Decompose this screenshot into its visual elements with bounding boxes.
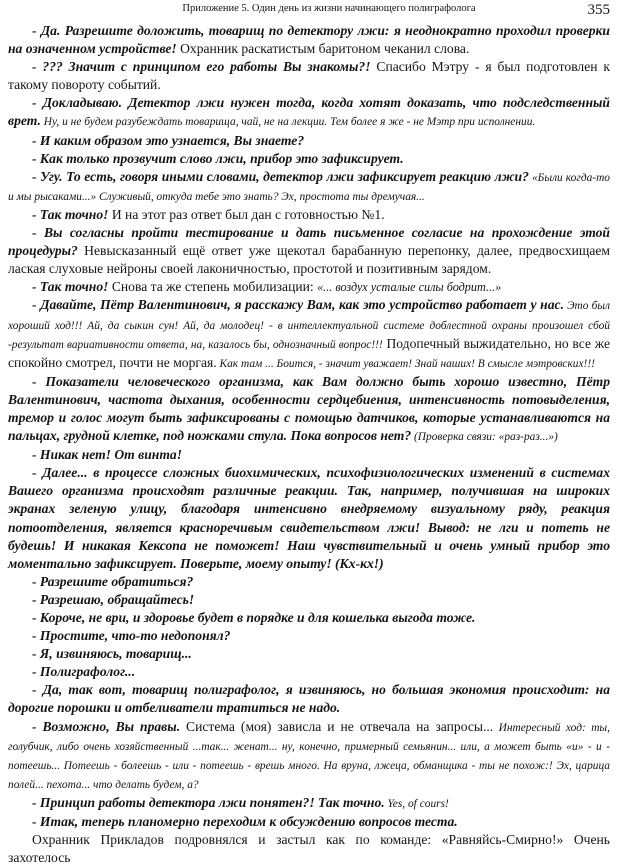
paragraph xyxy=(8,645,610,663)
bold-speech: - Так точно! xyxy=(32,279,109,295)
narration-text: И на этот раз ответ был дан с готовностью №1. xyxy=(108,206,385,222)
bold-speech: - Докладываю. Детектор лжи нужен тогда, когда хотят доказать, что подследственный врет. xyxy=(8,95,610,129)
paragraph xyxy=(8,373,610,446)
paragraph xyxy=(8,22,610,58)
bold-speech: - Да, так вот, товарищ полиграфолог, я извиняюсь, но большая экономия происходит: на дорогие порошки и отбеливатели тратиться не надо. xyxy=(8,682,610,716)
bold-speech: - Показатели человеческого организма, как Вам должно быть хорошо известно, Пётр Валентинович, частота дыхания, особенности сердцебиения, интенсивность потовыделения, тремор и голос могут быть зафиксированы с помощью датчиков, которые устанавливаются на пальцах, грудной клетке, под ножками стула. Пока вопросов нет? xyxy=(8,373,610,444)
paragraph xyxy=(8,663,610,681)
bold-speech: - Как только прозвучит слово лжи, прибор это зафиксирует. xyxy=(32,150,404,166)
paragraph xyxy=(8,794,610,813)
bold-speech: - Далее... в процессе сложных биохимических, психофизиологических изменений в системах Вашего организма происходят различные реакции. Так, например, получившая на широких экранах зеленую улицу, благодаря интенсивно внедряемому визуальному ряду, реакция потоотделения, является красноречивым свидетельством лжи! Вывод: не лги и потеть не будешь! И никакая Кексопа не поможет! Наш чувствительный и очень умный прибор это моментально зафиксирует. Поверьте, моему опыту! (Кх-кх!) xyxy=(8,465,610,571)
italic-aside: Интересный ход: ты, голубчик, либо очень хозяйственный ...так... женат... ну, конечно, примерный семьянин... или, а может быть «и» - и - потеешь... Потеешь - болеешь - или - потеешь - врешь много. На вруна, лжеца, обманщика - ты не похож:! Эх, царица полей... пехота... что делать будем, а? xyxy=(8,721,610,791)
paragraph xyxy=(8,718,610,794)
bold-speech: - Принцип работы детектора лжи понятен?! Так точно. xyxy=(32,794,385,810)
running-header xyxy=(8,2,610,20)
paragraph xyxy=(8,681,610,717)
bold-speech: - Давайте, Пётр Валентинович, я расскажу Вам, как это устройство работает у нас. xyxy=(32,297,564,313)
page-number: 355 xyxy=(587,2,610,18)
paragraph xyxy=(8,591,610,609)
paragraph xyxy=(8,296,610,372)
bold-speech: - И каким образом это узнается, Вы знаете? xyxy=(32,132,305,148)
bold-speech: - ??? Значит с принципом его работы Вы знакомы?! xyxy=(32,59,371,75)
bold-speech: - Итак, теперь планомерно переходим к обсуждению вопросов теста. xyxy=(32,814,458,830)
bold-speech: - Возможно, Вы правы. xyxy=(32,718,181,734)
narration-text: Невысказанный ещё ответ уже щекотал барабанную перепонку, далее, предвосхищаем лаская слуховые нейроны своей лаконичностью, простотой и позитивным зарядом. xyxy=(8,243,610,277)
bold-speech: - Да. Разрешите доложить, товарищ по детектору лжи: я неоднократно проходил проверки на означенном устройстве! xyxy=(8,23,610,57)
italic-aside: Yes, of cours! xyxy=(384,797,449,810)
narration-text: Спасибо Мэтру - я был подготовлен к такому повороту событий. xyxy=(8,59,611,93)
bold-speech: - Короче, не ври, и здоровье будет в порядке и для кошелька выгода тоже. xyxy=(32,610,476,625)
chapter-title: Приложение 5. Один день из жизни начинающего полиграфолога xyxy=(182,3,476,14)
bold-speech: - Разрешите обратиться? xyxy=(32,573,194,589)
paragraph xyxy=(8,278,610,296)
narration-text: Охранник раскатистым баритоном чеканил слова. xyxy=(176,41,470,57)
paragraph xyxy=(8,206,610,224)
narration-text: Снова та же степень мобилизации: xyxy=(108,279,318,295)
bold-speech: - Никак нет! От винта! xyxy=(32,447,182,463)
dialogue-text xyxy=(8,22,610,867)
bold-speech: - Полиграфолог... xyxy=(32,664,136,680)
paragraph xyxy=(8,609,610,627)
paragraph xyxy=(8,132,610,150)
narration-text: Подопечный выжидательно, но все же спокойно смотрел, почти не моргая. xyxy=(8,335,610,370)
paragraph xyxy=(8,168,610,206)
bold-speech: - Вы согласны пройти тестирование и дать письменное согласие на прохождение этой процедуры? xyxy=(8,225,610,259)
italic-aside: (Проверка связи: «раз-раз...») xyxy=(411,431,558,444)
italic-aside: «Были когда-то и мы рысаками...» Служивый, откуда тебе это знать? Эх, простота ты дремучая... xyxy=(8,171,610,203)
italic-aside: Ну, и не будем разубеждать товарища, чай, не на лекции. Тем более я же - не Мэтр при исполнении. xyxy=(40,116,536,129)
bold-speech: - Я, извиняюсь, товарищ... xyxy=(32,646,192,662)
narration-text: Система (моя) зависла и не отвечала на запросы... xyxy=(180,718,494,734)
paragraph xyxy=(8,446,610,464)
italic-aside: «... воздух усталые силы бодрит...» xyxy=(317,280,502,295)
paragraph xyxy=(8,224,610,278)
bold-speech: - Так точно! xyxy=(32,206,109,222)
paragraph xyxy=(8,58,610,94)
italic-aside: Это был хороший ход!!! Ай, да сыкин сун! Ай, да молодец! - в интеллектуальной системе доблестной охраны произошел сбой -результат вариативности ответа, на, казалось бы, однозначный вопрос!!! xyxy=(8,300,610,351)
bold-speech: - Угу. То есть, говоря иными словами, детектор лжи зафиксирует реакцию лжи? xyxy=(32,168,529,184)
paragraph xyxy=(8,94,610,131)
paragraph xyxy=(8,831,610,867)
paragraph xyxy=(8,627,610,645)
paragraph xyxy=(8,573,610,591)
paragraph xyxy=(8,813,610,831)
bold-speech: - Простите, что-то недопонял? xyxy=(32,628,231,644)
paragraph xyxy=(8,150,610,168)
narration-text: Охранник Прикладов подровнялся и застыл как по команде: «Равняйсь-Смирно!» Очень захотелось xyxy=(8,832,610,866)
bold-speech: - Разрешаю, обращайтесь! xyxy=(32,591,195,607)
paragraph xyxy=(8,464,610,573)
italic-aside: Как там ... Боится, - значит уважает! Знай наших! В смысле мэтровских!!! xyxy=(216,357,595,370)
